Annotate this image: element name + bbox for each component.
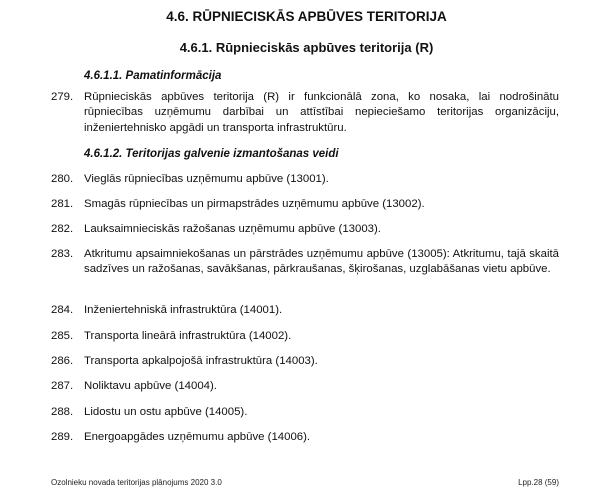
section-heading-uses: 4.6.1.2. Teritorijas galvenie izmantošanas veidi <box>84 148 339 160</box>
item-number: 285. <box>51 330 74 342</box>
item-number: 280. <box>51 173 74 185</box>
list-item <box>51 197 559 212</box>
list-item <box>51 329 559 344</box>
item-number: 281. <box>51 198 74 210</box>
item-text: Atkritumu apsaimniekošanas un pārstrādes uzņēmumu apbūve (13005): Atkritumu, tajā skaitā sadzīves un ražošanas, savākšanas, pārkraušanas, šķirošanas, uzglabāšanas vietu apbūve. <box>84 248 559 276</box>
item-number: 282. <box>51 223 74 235</box>
list-item <box>51 222 559 237</box>
item-number: 283. <box>51 248 74 260</box>
chapter-heading: 4.6. RŪPNIECISKĀS APBŪVES TERITORIJA <box>166 9 447 24</box>
subchapter-heading: 4.6.1. Rūpnieciskās apbūves teritorija (R) <box>179 40 434 55</box>
item-text: Rūpnieciskās apbūves teritorija (R) ir funkcionālā zona, ko nosaka, lai nodrošinātu rūpniecības uzņēmumu darbībai un attīstībai nepieciešamo teritorijas organizāciju, inženiertehnisko apgādi un transporta infrastruktūru. <box>84 91 559 134</box>
item-text: Noliktavu apbūve (14004). <box>84 380 217 392</box>
item-number: 279. <box>51 91 74 103</box>
item-number: 288. <box>51 406 74 418</box>
item-text: Lidostu un ostu apbūve (14005). <box>84 406 248 418</box>
list-item <box>51 354 559 369</box>
item-number: 289. <box>51 431 74 443</box>
list-item <box>51 405 559 420</box>
item-text: Smagās rūpniecības un pirmapstrādes uzņēmumu apbūve (13002). <box>84 198 425 210</box>
section-heading-basic-info: 4.6.1.1. Pamatinformācija <box>84 70 222 82</box>
footer-page-number: Lpp.28 (59) <box>518 478 559 487</box>
item-text: Inženiertehniskā infrastruktūra (14001). <box>84 304 283 316</box>
item-text: Transporta lineārā infrastruktūra (14002). <box>84 330 292 342</box>
list-item <box>51 247 559 278</box>
item-number: 286. <box>51 355 74 367</box>
item-text: Energoapgādes uzņēmumu apbūve (14006). <box>84 431 311 443</box>
item-text: Lauksaimnieciskās ražošanas uzņēmumu apbūve (13003). <box>84 223 381 235</box>
item-number: 287. <box>51 380 74 392</box>
list-item <box>51 303 559 318</box>
list-item <box>51 430 559 445</box>
item-number: 284. <box>51 304 74 316</box>
item-text: Transporta apkalpojošā infrastruktūra (14003). <box>84 355 318 367</box>
list-item <box>51 90 559 136</box>
list-item <box>51 379 559 394</box>
item-text: Vieglās rūpniecības uzņēmumu apbūve (13001). <box>84 173 329 185</box>
footer-document-title: Ozolnieku novada teritorijas plānojums 2020 3.0 <box>51 478 222 487</box>
list-item <box>51 172 559 187</box>
